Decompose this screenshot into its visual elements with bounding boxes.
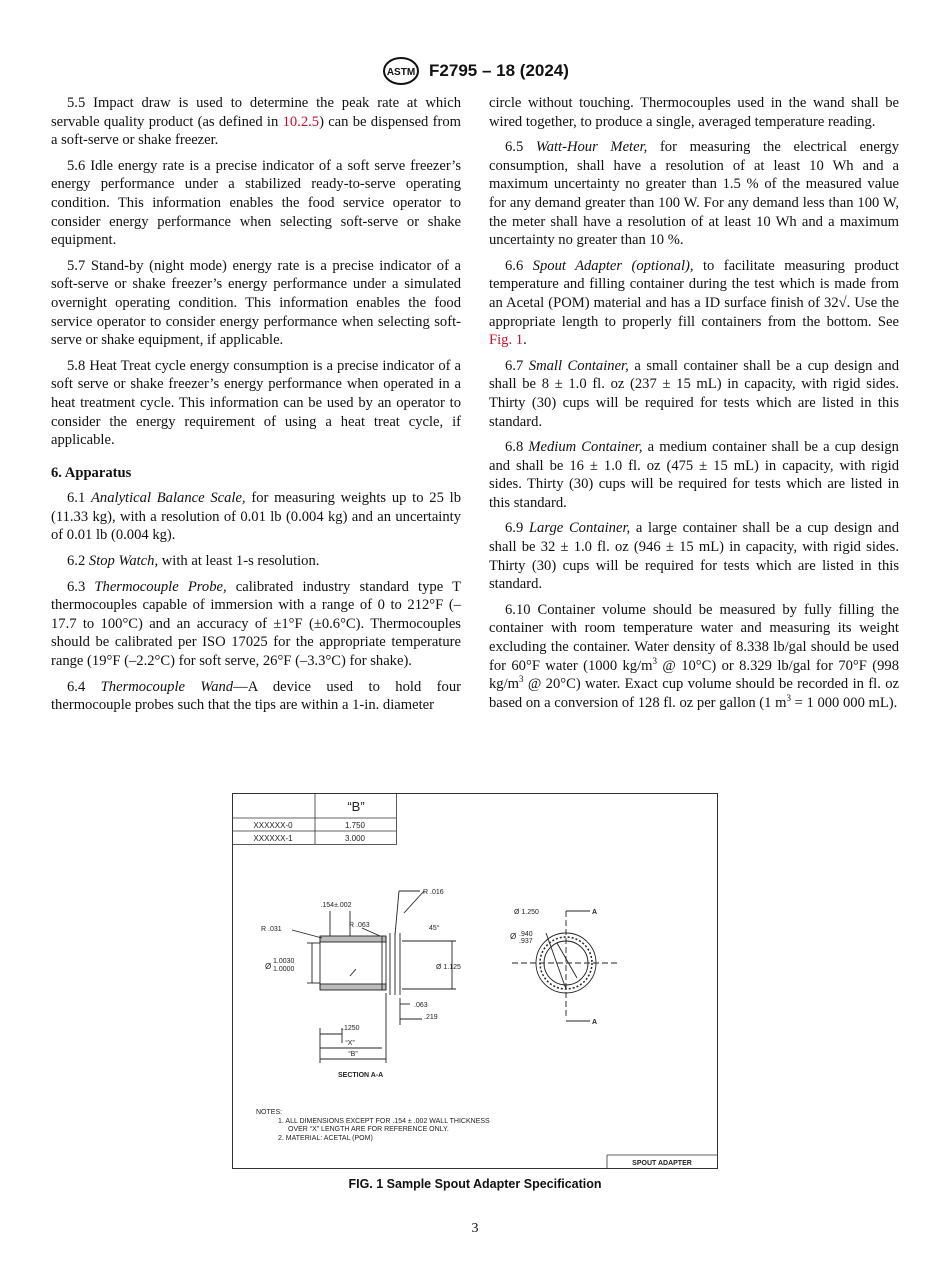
dim-063: .063: [414, 1002, 428, 1009]
paragraph-5-7: 5.7 Stand-by (night mode) energy rate is a precise indicator of a soft-serve or shake freezer’s energy performance under a simulated overnight operating condition. This information enables the food service operator to consider energy performance when selecting soft-serve or shake equipment, if applicable.: [51, 257, 462, 349]
dim-inner-dia-symbol: Ø: [510, 932, 517, 941]
paragraph-6-2: 6.2 Stop Watch, with at least 1-s resolution.: [67, 553, 320, 570]
paragraph-6-9: 6.9 Large Container, a large container shall be a cup design and shall be 32 ± 1.0 fl. oz (946 ± 15 mL) in capacity, with rigid sides. Thirty (30) cups will be required for tests which are listed in this standard.: [489, 520, 900, 593]
dim-r016: R .016: [423, 889, 444, 896]
section-mark-top: A: [592, 909, 598, 916]
paragraph-6-7: 6.7 Small Container, a small container shall be a cup design and shall be 8 ± 1.0 fl. oz (237 ± 15 mL) in capacity, with rigid sides. Thirty (30) cups will be required for tests which are listed in this standard.: [489, 357, 899, 430]
figure-caption: FIG. 1 Sample Spout Adapter Specification: [348, 1177, 602, 1191]
paragraph-6-8: 6.8 Medium Container, a medium container shall be a cup design and shall be 16 ± 1.0 fl. oz (475 ± 15 mL) in capacity, with rigid sides. Thirty (30) cups will be required for tests which are listed in this standard.: [489, 439, 899, 511]
dim-dia-symbol: Ø: [265, 962, 272, 971]
paragraph-6-4-continued: circle without touching. Thermocouples used in the wand shall be wired together, to produce a single, averaged temperature reading.: [489, 95, 899, 130]
dim-937: .937: [519, 938, 533, 945]
note-1-line-1: 1. ALL DIMENSIONS EXCEPT FOR .154 ± .002 WALL THICKNESS: [278, 1118, 490, 1125]
dim-1-0030: 1.0030: [273, 958, 295, 965]
section-label: SECTION A-A: [338, 1072, 384, 1079]
svg-text:ASTM: ASTM: [386, 67, 416, 78]
ref-link-10-2-5[interactable]: 10.2.5: [282, 113, 320, 130]
page-header: [0, 56, 950, 86]
dim-r031: R .031: [261, 926, 282, 933]
paragraph-6-3: 6.3 Thermocouple Probe, calibrated industry standard type T thermocouples capable of immersion with a range of 0 to 212°F (–17.7 to 100°C) and an accuracy of ±1°F (±0.6°C). Thermocouples should be calibrated per ISO 17025 for the appropriate temperature range (19°F (–2.2°C) for soft serve, 26°F (–3.3°C) for shake).: [51, 578, 461, 670]
ref-link-fig-1[interactable]: Fig. 1: [489, 332, 524, 349]
right-column: [489, 94, 899, 719]
table-b-1: 3.000: [344, 834, 366, 843]
astm-logo-icon: [381, 56, 421, 86]
dim-940: .940: [519, 931, 533, 938]
table-part-1: XXXXXX-1: [253, 834, 293, 843]
document-designation: F2795 – 18 (2024): [429, 61, 569, 80]
left-column: [51, 94, 461, 722]
dim-wall-thickness: .154±.002: [320, 902, 352, 909]
paragraph-5-5: 5.5 Impact draw is used to determine the peak rate at which servable quality product (as defined in 10.2.5) can be dispensed from a soft-serve or shake freezer.: [51, 95, 462, 149]
spout-adapter-drawing: [232, 793, 718, 1169]
section-mark-bottom: A: [592, 1019, 598, 1026]
paragraph-6-6: 6.6 Spout Adapter (optional), to facilitate measuring product temperature and filling container during the test which is made from an Acetal (POM) material and has a ID surface finish of 32√. Use the appropriate length to properly fill containers from the bottom. See Fig. 1.: [489, 257, 899, 349]
dim-45-deg: 45°: [429, 925, 440, 932]
table-b-0: 1.750: [344, 821, 366, 830]
paragraph-5-6: 5.6 Idle energy rate is a precise indicator of a soft serve freezer’s energy performance under a stabilized ready-to-serve operating condition. This information enables the food service operator to consider energy performance when selecting soft-serve or shake equipment.: [51, 157, 461, 249]
dim-1250: .1250: [342, 1025, 360, 1032]
dim-x-length: “X”: [345, 1040, 355, 1047]
note-2: 2. MATERIAL: ACETAL (POM): [278, 1135, 373, 1142]
title-block-label: SPOUT ADAPTER: [632, 1160, 692, 1167]
dim-219: .219: [424, 1014, 438, 1021]
paragraph-5-8: 5.8 Heat Treat cycle energy consumption is a precise indicator of a soft serve or shake freezer’s energy performance when operated in a heat treatment cycle. This information can be used by an operator to consider the energy requirement of using a heat treat cycle, if applicable.: [51, 357, 462, 449]
table-header-b: “B”: [347, 799, 365, 814]
paragraph-6-10: 6.10 Container volume should be measured by fully filling the container with room temperature water and measuring its weight excluding the container. Water density of 8.338 lb/gal should be used for 60°F water (1000 $kg/m^3$ @ 10°C) or 8.329 lb/gal for 70°F (998 $kg/m^3$ @ 20°C) water. Exact cup volume should be recorded in fl. oz based on a conversion of 128 fl. oz per gallon (1 $m^3 = 1$ 000 000 mL).: [489, 601, 899, 711]
dim-b-length: “B”: [348, 1051, 358, 1058]
section-heading-apparatus: 6. Apparatus: [51, 464, 132, 481]
dim-r063: R .063: [349, 922, 370, 929]
paragraph-6-1: 6.1 Analytical Balance Scale, for measuring weights up to 25 lb (11.33 kg), with a resolution of 0.01 lb (0.004 kg) and an uncertainty of 0.01 lb (0.004 kg).: [51, 490, 461, 544]
paragraph-6-5: 6.5 Watt-Hour Meter, for measuring the electrical energy consumption, shall have a resolution of at least 10 Wh and a maximum uncertainty no greater than 1.5 % of the measured value for any demand greater than 100 W. For any demand less than 100 W, the meter shall have a resolution of at least 10 Wh and a maximum uncertainty no greater than 10 %.: [489, 139, 900, 249]
notes-title: NOTES:: [256, 1109, 283, 1116]
page-number: 3: [471, 1221, 479, 1236]
paragraph-6-4: 6.4 Thermocouple Wand—A device used to hold four thermocouple probes such that the tips are within a 1-in. diameter: [51, 678, 461, 714]
note-1-line-2: OVER “X” LENGTH ARE FOR REFERENCE ONLY.: [288, 1126, 449, 1133]
dim-outer-diameter: Ø 1.250: [514, 909, 539, 916]
table-part-0: XXXXXX-0: [253, 821, 293, 830]
dim-1-125: Ø 1.125: [436, 964, 461, 971]
dim-1-0000: 1.0000: [273, 966, 295, 973]
